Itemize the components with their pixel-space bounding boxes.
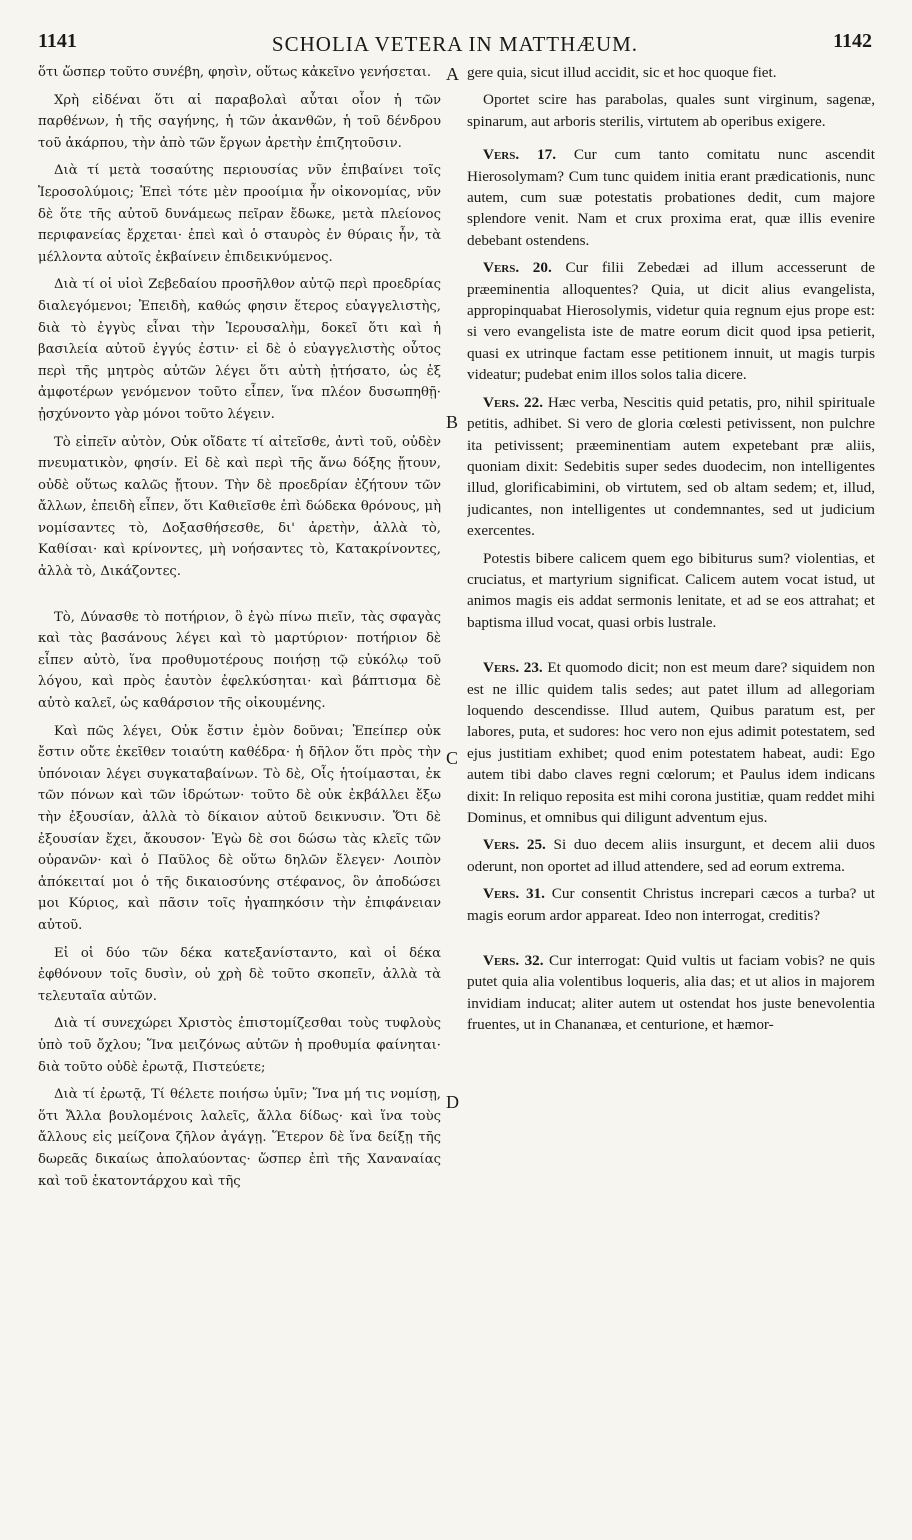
latin-paragraph — [467, 548, 875, 634]
verse-label: Vers. 17. — [483, 146, 557, 164]
latin-text: Cur filii Zebedæi ad illum accesserunt de præeminentia alloquentes? Quia, ut dicit alius evangelista, appropinquabat Hierosolymis, videtur quia regnum ejus prope est: si vero evangelista iste de matre eorum dicit quod ipsa petierit, quasi ex utrinque factam esse petitionem innuit, ut magis turpis videatur; pudebat enim illos solos talia dicere. — [467, 259, 875, 384]
page-number-right: 1142 — [833, 30, 872, 52]
margin-letter-b: B — [446, 412, 459, 432]
margin-letter-a: A — [446, 64, 459, 84]
greek-paragraph: Διὰ τί μετὰ τοσαύτης περιουσίας νῦν ἐπιβαίνει τοῖς Ἱεροσολύμοις; Ἐπεὶ τότε μὲν προοίμια ἦν οἰκονομίας, νῦν δὲ ὅτε τῆς αὐτοῦ δυνάμεως πεῖραν ἔδωκε, μετὰ πλείονος περιφανείας ἔρχεται· ἐπεὶ καὶ ὁ σταυρὸς ἐν θύραις ἦν, τὰ μέλλοντα αὐτοῖς ἐκβαίνειν ἐπιδεικνύμενος. — [38, 163, 441, 265]
latin-paragraph — [467, 883, 875, 926]
latin-paragraph — [467, 657, 875, 828]
page-number-left: 1141 — [38, 30, 77, 52]
latin-text: Cur interrogat: Quid vultis ut faciam vobis? ne quis putet quia alia volentibus loqueris, alia das; et ut alios in majorem invidiam inducat; aliter autem ut ostendat hos juste benevolentia fruentes, ut in Chananæa, et centurione, et hæmor- — [467, 952, 875, 1034]
latin-paragraph — [467, 392, 875, 542]
running-title: SCHOLIA VETERA IN MATTHÆUM. — [271, 32, 639, 56]
latin-text: Hæc verba, Nescitis quid petatis, pro, nihil spirituale petitis, adhibet. Si vero de gloria cœlesti petivissent, non pulchre ita petivissent; præeminentiam autem expetebant præ aliis, quoniam dixit: Sedebitis super sedes duodecim, non intelligentes illud, glorificabimini, ob virtutem, sed ob altam sedem; et, illud, judicantes, non intelligentes ut condemnantes, sed ut judicium exercentes. — [467, 393, 875, 540]
latin-text: Cur cum tanto comitatu nunc ascendit Hierosolymam? Cum tunc quidem initia erant prædicationis, nunc autem, cum suæ potestatis probationes dedit, cum majore splendore venit. Nam et crux proxima erat, quæ illis evenire debebant ostendens. — [467, 146, 875, 249]
latin-paragraph — [467, 62, 875, 83]
verse-label: Vers. 25. — [483, 836, 546, 854]
latin-text: Et quomodo dicit; non est meum dare? siquidem non est ne illic quidem talis sedes; aut patet illum ad allegoriam loquendo descendisse. Illud autem, Quibus paratum est, per labores, puta, et sudores: hoc vero non ejus adimit potestatem, sed ejus justitiam exhibet; quod enim potestatem habeat, audi: Ego autem tibi dabo claves regni cœlorum; et Paulus idem indicans dixit: In reliquo reposita est mihi corona justitiæ, quam reddet mihi Dominus, et omnibus qui diligunt adventum ejus. — [467, 659, 875, 826]
greek-paragraph: Εἰ οἱ δύο τῶν δέκα κατεξανίσταντο, καὶ οἱ δέκα ἐφθόνουν τοῖς δυσὶν, οὐ χρὴ δὲ τοῦτο σκοπεῖν, ἀλλὰ τὰ τελευταῖα αὐτῶν. — [38, 945, 441, 1004]
latin-paragraph — [467, 834, 875, 877]
verse-label: Vers. 32. — [483, 952, 544, 970]
margin-letter-c: C — [446, 748, 459, 768]
latin-text: Oportet scire has parabolas, quales sunt virginum, sagenæ, spinarum, aut arboris sterilis, virtutem ab operibus exigere. — [467, 91, 875, 130]
latin-text: Cur consentit Christus increpari cæcos a turba? ut magis eorum ardor appareat. Ideo non interrogat, creditis? — [467, 885, 875, 924]
latin-text: Si duo decem aliis insurgunt, et decem alii duos oderunt, non oportet ad illud attendere, sed ad eorum extrema. — [467, 836, 875, 875]
verse-label: Vers. 31. — [483, 885, 545, 903]
greek-paragraph: Χρὴ εἰδέναι ὅτι αἱ παραβολαὶ αὗται οἷον ἡ τῶν παρθένων, ἡ τῆς σαγήνης, ἡ τῶν ἀκανθῶν, ἡ τοῦ δένδρου τοῦ ἀκάρπου, τὴν ἀπὸ τῶν ἔργων ἀρετὴν ἐπιζητοῦσιν. — [38, 92, 441, 151]
latin-text: gere quia, sicut illud accidit, sic et hoc quoque fiet. — [467, 64, 777, 81]
verse-label: Vers. 22. — [483, 393, 544, 411]
page-header — [38, 30, 872, 58]
latin-paragraph — [467, 89, 875, 132]
verse-label: Vers. 20. — [483, 259, 552, 277]
latin-paragraph — [467, 257, 875, 385]
margin-letter-d: D — [446, 1092, 459, 1112]
greek-paragraph: Διὰ τί οἱ υἱοὶ Ζεβεδαίου προσῆλθον αὐτῷ περὶ προεδρίας διαλεγόμενοι; Ἐπειδὴ, καθώς φησιν ἕτερος εὐαγγελιστὴς, διὰ τὸ ἐγγὺς εἶναι τὴν Ἱερουσαλὴμ, δοκεῖ ὅτι καὶ ἡ βασιλεία αὐτοῦ ἐγγύς ἐστιν· εἰ δὲ ὁ εὐαγγελιστὴς οὗτος περὶ τῆς μητρὸς αὐτῶν λέγει ὅτι αὐτὴ ᾐτήσατο, ὡς ἐξ ἀμφοτέρων γενόμενον τοῦτο εἶπεν, ἵνα πλέον δυσωπηθῇ· ᾐσχύνοντο γὰρ μόνοι τοῦτο λέγειν. — [38, 277, 441, 422]
latin-column — [467, 62, 875, 1517]
latin-paragraph — [467, 950, 875, 1036]
latin-paragraph — [467, 144, 875, 251]
verse-label: Vers. 23. — [483, 659, 543, 677]
greek-paragraph: Διὰ τί ἐρωτᾷ, Τί θέλετε ποιήσω ὑμῖν; Ἵνα μή τις νομίσῃ, ὅτι Ἄλλα βουλομένοις λαλεῖς, ἄλλα δίδως· καὶ ἵνα τοὺς ἄλλους εἰς μείζονα ζῆλον ἀγάγῃ. Ἕτερον δὲ ἵνα δείξῃ τῆς δωρεᾶς δικαίως ἀπολαύοντας· ὥσπερ ἐπὶ τῆς Χαναναίας καὶ τοῦ ἑκατοντάρχου καὶ τῆς — [38, 1087, 441, 1189]
greek-paragraph: ὅτι ὥσπερ τοῦτο συνέβη, φησὶν, οὕτως κἀκεῖνο γενήσεται. — [38, 65, 432, 80]
greek-paragraph: Διὰ τί συνεχώρει Χριστὸς ἐπιστομίζεσθαι τοὺς τυφλοὺς ὑπὸ τοῦ ὄχλου; Ἵνα μειζόνως αὐτῶν ἡ προθυμία φαίνηται· διὰ τοῦτο οὐδὲ ἐρωτᾷ, Πιστεύετε; — [38, 1016, 441, 1075]
greek-paragraph: Τὸ εἰπεῖν αὐτὸν, Οὐκ οἴδατε τί αἰτεῖσθε, ἀντὶ τοῦ, οὐδὲν πνευματικὸν, φησίν. Εἰ δὲ καὶ περὶ τῆς ἄνω δόξης ᾔτουν, οὐδὲ οὕτως καλῶς ᾔτουν. Τὴν δὲ προεδρίαν ἐζήτουν τῶν ἄλλων, ἐπειδὴ εἶπεν, ὅτι Καθιεῖσθε ἐπὶ δώδεκα θρόνους, μὴ νομίσαντες τὸ, Δοξασθήσεσθε, δι' ἀρετὴν, ἀλλὰ τὸ, Καθίσαι· καὶ κρίνοντες, μὴ νοήσαντες τὸ, Κατακρίνοντες, ἀλλὰ τὸ, Δικάζοντες. — [38, 434, 441, 580]
greek-paragraph: Τὸ, Δύνασθε τὸ ποτήριον, ὃ ἐγὼ πίνω πιεῖν, τὰς σφαγὰς καὶ τὰς βασάνους λέγει καὶ τὸ μαρτύριον· ποτήριον δὲ εἶπεν αὐτὸ, ἵνα προθυμοτέρους ποιήσῃ τῷ εὐκόλῳ τοῦ λόγου, καὶ πρὸς ἑαυτὸν ἐφελκύσηται· καὶ βάπτισμα δὲ αὐτὸ καλεῖ, ὡς καθάρσιον τῆς οἰκουμένης. — [38, 609, 441, 712]
greek-paragraph: Καὶ πῶς λέγει, Οὐκ ἔστιν ἐμὸν δοῦναι; Ἐπείπερ οὐκ ἔστιν οὔτε ἐκεῖθεν τοιαύτη καθέδρα· ἡ δῆλον ὅτι πρὸς τὴν ὑπόνοιαν λέγει συγκαταβαίνων. Τὸ δὲ, Οἷς ἡτοίμασται, ἐκ τῶν πόνων καὶ τῶν ἱδρώτων· τοῦτο δὲ οὐκ ἐκβάλλει ἔξω τὴν ἐξουσίαν, ἀλλὰ τὸ δίκαιον αὐτοῦ δεικνυσιν. Ὅτι δὲ ἐξουσίαν ἔχει, ἄκουσον· Ἐγὼ δὲ σοι δώσω τὰς κλεῖς τῶν οὐρανῶν· καὶ ὁ Παῦλος δὲ οὕτω δηλῶν ἔλεγεν· Λοιπὸν ἀπόκειταί μοι ὁ τῆς δικαιοσύνης στέφανος, ὃν ἀποδώσει μοι Κύριος, καὶ πᾶσιν τοῖς ἠγαπηκόσιν τὴν ἐπιφάνειαν αὐτοῦ. — [38, 723, 441, 933]
greek-column — [38, 62, 441, 1517]
latin-text: Potestis bibere calicem quem ego bibiturus sum? violentias, et cruciatus, et martyrium significat. Calicem autem vocat istud, ut animos magis eis addat sermonis lenitate, et ad se eos attrahat; et baptisma illud vocat, quasi orbis lustrale. — [467, 549, 875, 631]
